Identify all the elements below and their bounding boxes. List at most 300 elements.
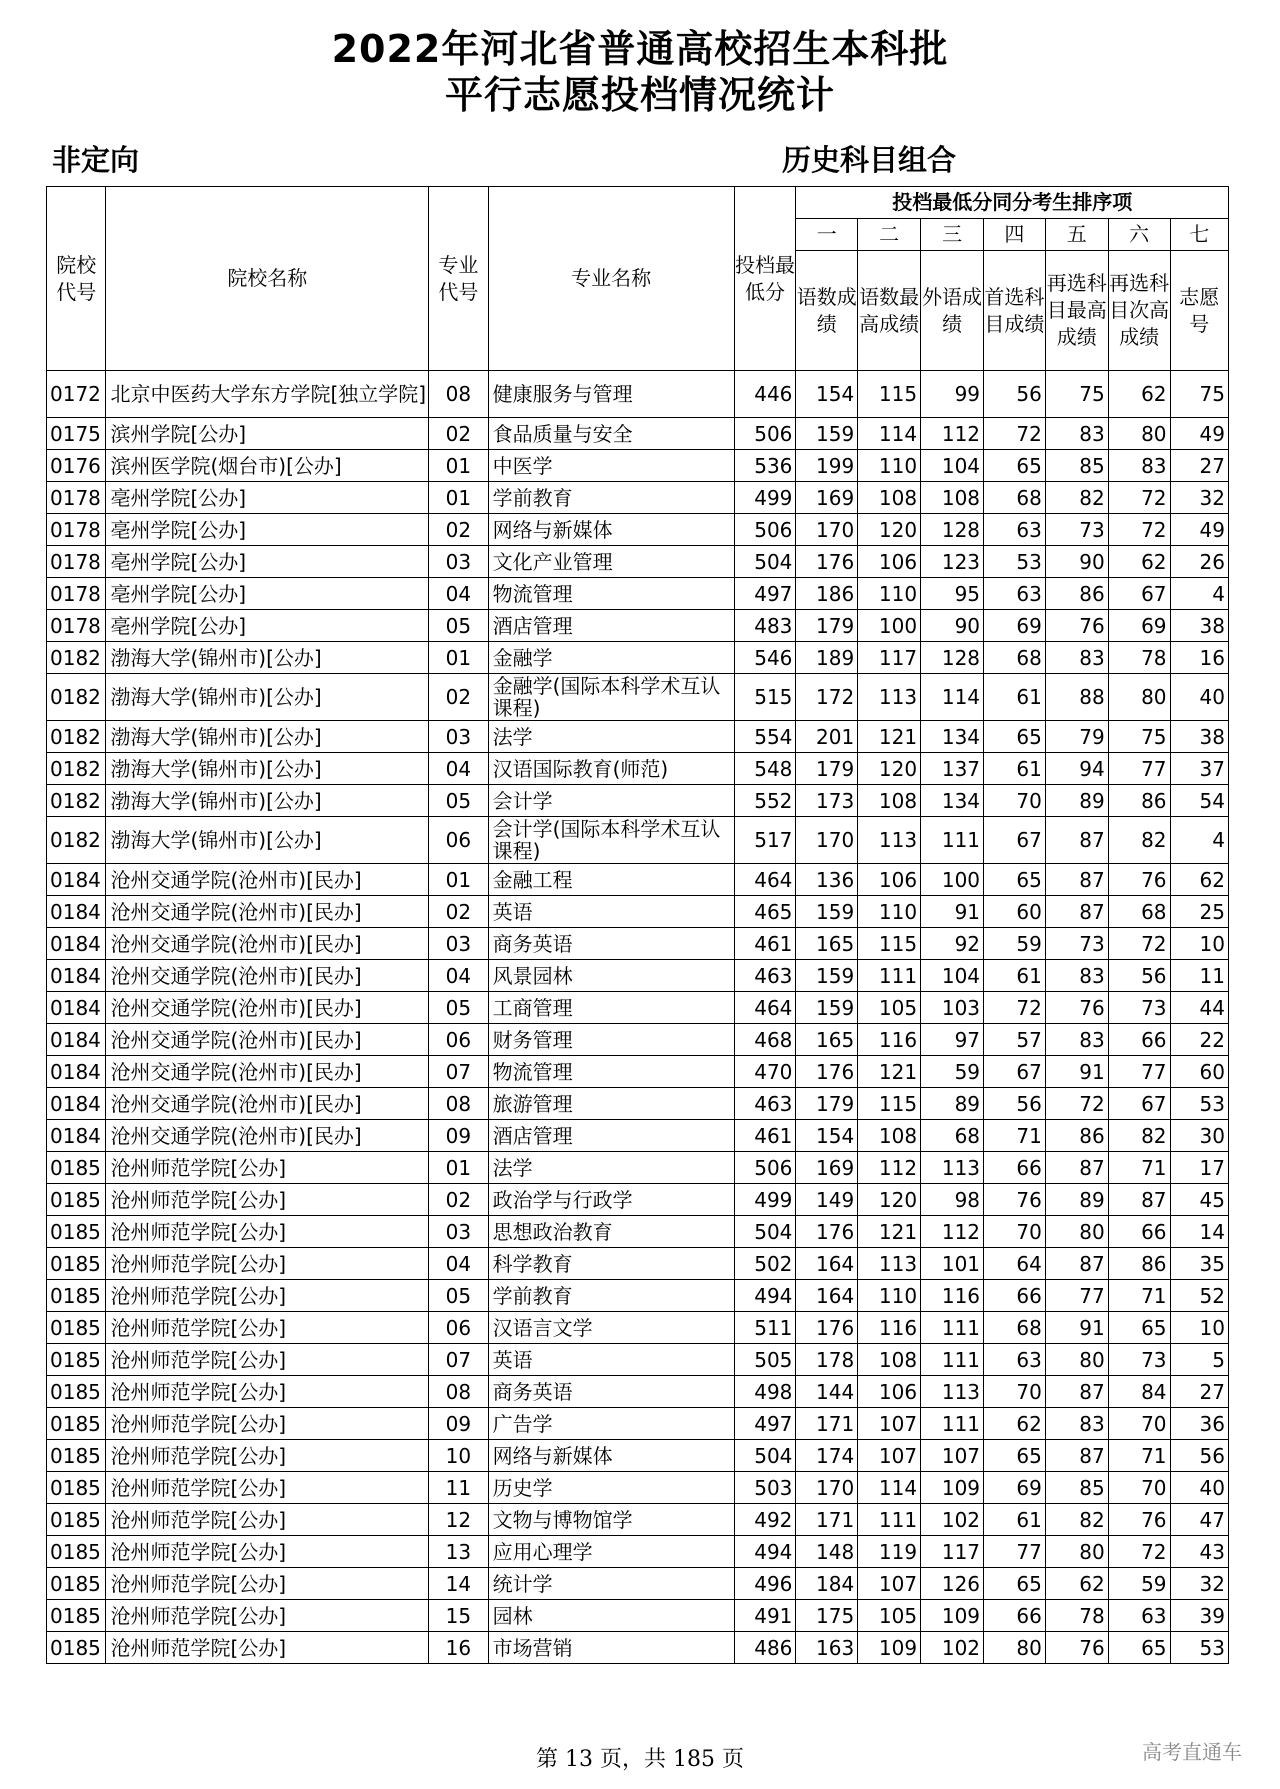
tiebreak-cell: 62: [1170, 864, 1228, 896]
school-name-cell: 沧州师范学院[公办]: [106, 1568, 429, 1600]
table-row: [47, 546, 1229, 578]
min-score-cell: 465: [734, 896, 796, 928]
tiebreak-cell: 136: [796, 864, 858, 896]
tiebreak-cell: 134: [921, 785, 984, 817]
major-code-cell: 07: [429, 1056, 488, 1088]
table-row: [47, 1632, 1229, 1664]
major-code-cell: 12: [429, 1504, 488, 1536]
major-name-cell: 物流管理: [488, 1056, 734, 1088]
tiebreak-cell: 128: [921, 642, 984, 674]
tiebreak-cell: 179: [796, 1088, 858, 1120]
tiebreak-cell: 113: [858, 674, 921, 721]
tiebreak-cell: 107: [921, 1440, 984, 1472]
major-code-cell: 01: [429, 482, 488, 514]
school-code-cell: 0182: [47, 817, 106, 864]
tiebreak-cell: 54: [1170, 785, 1228, 817]
min-score-cell: 446: [734, 371, 796, 418]
tiebreak-cell: 65: [984, 1440, 1046, 1472]
major-name-cell: 思想政治教育: [488, 1216, 734, 1248]
tiebreak-cell: 27: [1170, 1376, 1228, 1408]
tiebreak-cell: 66: [1108, 1216, 1170, 1248]
tiebreak-cell: 11: [1170, 960, 1228, 992]
school-code-cell: 0185: [47, 1632, 106, 1664]
tiebreak-cell: 101: [921, 1248, 984, 1280]
min-score-cell: 498: [734, 1376, 796, 1408]
tiebreak-cell: 40: [1170, 674, 1228, 721]
tiebreak-cell: 70: [1108, 1408, 1170, 1440]
school-code-cell: 0185: [47, 1536, 106, 1568]
major-code-cell: 04: [429, 753, 488, 785]
school-name-cell: 亳州学院[公办]: [106, 578, 429, 610]
tiebreak-cell: 121: [858, 721, 921, 753]
min-score-cell: 554: [734, 721, 796, 753]
header-item-2: 语数最高成绩: [858, 251, 921, 371]
tiebreak-cell: 66: [984, 1280, 1046, 1312]
major-name-cell: 政治学与行政学: [488, 1184, 734, 1216]
tiebreak-cell: 76: [1108, 864, 1170, 896]
table-row: [47, 450, 1229, 482]
tiebreak-cell: 111: [921, 1408, 984, 1440]
tiebreak-cell: 87: [1045, 896, 1108, 928]
tiebreak-cell: 66: [984, 1152, 1046, 1184]
table-row: [47, 785, 1229, 817]
school-name-cell: 沧州师范学院[公办]: [106, 1376, 429, 1408]
school-name-cell: 沧州交通学院(沧州市)[民办]: [106, 992, 429, 1024]
tiebreak-cell: 65: [1108, 1312, 1170, 1344]
tiebreak-cell: 62: [1045, 1568, 1108, 1600]
table-row: [47, 482, 1229, 514]
major-code-cell: 04: [429, 1248, 488, 1280]
tiebreak-cell: 76: [1045, 992, 1108, 1024]
table-row: [47, 1184, 1229, 1216]
header-order-7: 七: [1170, 219, 1228, 251]
school-name-cell: 亳州学院[公办]: [106, 482, 429, 514]
tiebreak-cell: 159: [796, 992, 858, 1024]
tiebreak-cell: 87: [1108, 1184, 1170, 1216]
tiebreak-cell: 105: [858, 992, 921, 1024]
tiebreak-cell: 36: [1170, 1408, 1228, 1440]
tiebreak-cell: 103: [921, 992, 984, 1024]
tiebreak-cell: 65: [1108, 1632, 1170, 1664]
tiebreak-cell: 56: [1170, 1440, 1228, 1472]
tiebreak-cell: 25: [1170, 896, 1228, 928]
tiebreak-cell: 107: [858, 1568, 921, 1600]
tiebreak-cell: 179: [796, 753, 858, 785]
major-code-cell: 05: [429, 610, 488, 642]
major-code-cell: 13: [429, 1536, 488, 1568]
tiebreak-cell: 57: [984, 1024, 1046, 1056]
table-row: [47, 1504, 1229, 1536]
min-score-cell: 536: [734, 450, 796, 482]
table-row: [47, 610, 1229, 642]
major-name-cell: 广告学: [488, 1408, 734, 1440]
school-code-cell: 0182: [47, 721, 106, 753]
tiebreak-cell: 165: [796, 928, 858, 960]
school-code-cell: 0182: [47, 674, 106, 721]
tiebreak-cell: 109: [921, 1472, 984, 1504]
table-row: [47, 1568, 1229, 1600]
tiebreak-cell: 201: [796, 721, 858, 753]
tiebreak-cell: 144: [796, 1376, 858, 1408]
school-code-cell: 0172: [47, 371, 106, 418]
tiebreak-cell: 68: [984, 482, 1046, 514]
min-score-cell: 468: [734, 1024, 796, 1056]
tiebreak-cell: 82: [1108, 817, 1170, 864]
major-code-cell: 03: [429, 721, 488, 753]
major-code-cell: 14: [429, 1568, 488, 1600]
header-major-name: 专业名称: [488, 187, 734, 371]
school-code-cell: 0185: [47, 1184, 106, 1216]
tiebreak-cell: 71: [1108, 1440, 1170, 1472]
school-code-cell: 0178: [47, 546, 106, 578]
tiebreak-cell: 172: [796, 674, 858, 721]
tiebreak-cell: 83: [1045, 642, 1108, 674]
major-name-cell: 文化产业管理: [488, 546, 734, 578]
table-row: [47, 642, 1229, 674]
tiebreak-cell: 67: [1108, 578, 1170, 610]
major-name-cell: 金融学(国际本科学术互认课程): [488, 674, 734, 721]
tiebreak-cell: 87: [1045, 1440, 1108, 1472]
table-row: [47, 928, 1229, 960]
tiebreak-cell: 37: [1170, 753, 1228, 785]
page-title: 2022年河北省普通高校招生本科批: [331, 27, 949, 71]
major-code-cell: 03: [429, 928, 488, 960]
min-score-cell: 548: [734, 753, 796, 785]
tiebreak-cell: 14: [1170, 1216, 1228, 1248]
school-name-cell: 沧州师范学院[公办]: [106, 1248, 429, 1280]
table-row: [47, 1376, 1229, 1408]
tiebreak-cell: 108: [858, 482, 921, 514]
major-code-cell: 16: [429, 1632, 488, 1664]
min-score-cell: 504: [734, 1440, 796, 1472]
tiebreak-cell: 73: [1045, 514, 1108, 546]
major-code-cell: 01: [429, 864, 488, 896]
table-row: [47, 864, 1229, 896]
tiebreak-cell: 80: [1045, 1344, 1108, 1376]
table-row: [47, 753, 1229, 785]
min-score-cell: 494: [734, 1536, 796, 1568]
tiebreak-cell: 114: [858, 418, 921, 450]
major-code-cell: 01: [429, 450, 488, 482]
tiebreak-cell: 176: [796, 1312, 858, 1344]
tiebreak-cell: 170: [796, 514, 858, 546]
tiebreak-cell: 67: [1108, 1088, 1170, 1120]
tiebreak-cell: 67: [984, 1056, 1046, 1088]
tiebreak-cell: 169: [796, 482, 858, 514]
tiebreak-cell: 121: [858, 1216, 921, 1248]
tiebreak-cell: 115: [858, 1088, 921, 1120]
school-code-cell: 0185: [47, 1312, 106, 1344]
min-score-cell: 502: [734, 1248, 796, 1280]
tiebreak-cell: 38: [1170, 721, 1228, 753]
table-row: [47, 992, 1229, 1024]
tiebreak-cell: 72: [984, 992, 1046, 1024]
tiebreak-cell: 99: [921, 371, 984, 418]
tiebreak-cell: 61: [984, 753, 1046, 785]
tiebreak-cell: 109: [921, 1600, 984, 1632]
min-score-cell: 511: [734, 1312, 796, 1344]
tiebreak-cell: 87: [1045, 817, 1108, 864]
tiebreak-cell: 184: [796, 1568, 858, 1600]
tiebreak-cell: 112: [921, 418, 984, 450]
major-code-cell: 09: [429, 1408, 488, 1440]
tiebreak-cell: 137: [921, 753, 984, 785]
tiebreak-cell: 27: [1170, 450, 1228, 482]
major-name-cell: 学前教育: [488, 1280, 734, 1312]
tiebreak-cell: 26: [1170, 546, 1228, 578]
major-name-cell: 物流管理: [488, 578, 734, 610]
school-code-cell: 0185: [47, 1280, 106, 1312]
tiebreak-cell: 154: [796, 371, 858, 418]
school-code-cell: 0184: [47, 928, 106, 960]
tiebreak-cell: 95: [921, 578, 984, 610]
major-name-cell: 酒店管理: [488, 610, 734, 642]
tiebreak-cell: 89: [1045, 785, 1108, 817]
tiebreak-cell: 65: [984, 864, 1046, 896]
table-row: [47, 896, 1229, 928]
header-item-1: 语数成绩: [796, 251, 858, 371]
tiebreak-cell: 90: [1045, 546, 1108, 578]
min-score-cell: 486: [734, 1632, 796, 1664]
tiebreak-cell: 106: [858, 864, 921, 896]
tiebreak-cell: 148: [796, 1536, 858, 1568]
page-footer: 第 13 页，共 185 页: [536, 1747, 744, 1772]
tiebreak-cell: 176: [796, 1216, 858, 1248]
tiebreak-cell: 116: [921, 1280, 984, 1312]
major-code-cell: 05: [429, 785, 488, 817]
tiebreak-cell: 68: [1108, 896, 1170, 928]
min-score-cell: 504: [734, 1216, 796, 1248]
tiebreak-cell: 65: [984, 1568, 1046, 1600]
major-code-cell: 06: [429, 1024, 488, 1056]
tiebreak-cell: 63: [984, 514, 1046, 546]
school-name-cell: 亳州学院[公办]: [106, 546, 429, 578]
tiebreak-cell: 86: [1045, 1120, 1108, 1152]
tiebreak-cell: 120: [858, 1184, 921, 1216]
table-row: [47, 514, 1229, 546]
tiebreak-cell: 5: [1170, 1344, 1228, 1376]
major-code-cell: 01: [429, 1152, 488, 1184]
tiebreak-cell: 63: [1108, 1600, 1170, 1632]
school-name-cell: 渤海大学(锦州市)[公办]: [106, 721, 429, 753]
tiebreak-cell: 159: [796, 418, 858, 450]
tiebreak-cell: 112: [858, 1152, 921, 1184]
min-score-cell: 464: [734, 864, 796, 896]
tiebreak-cell: 76: [1108, 1504, 1170, 1536]
tiebreak-cell: 86: [1045, 578, 1108, 610]
tiebreak-cell: 61: [984, 674, 1046, 721]
table-row: [47, 1120, 1229, 1152]
header-order-4: 四: [984, 219, 1046, 251]
min-score-cell: 497: [734, 578, 796, 610]
tiebreak-cell: 164: [796, 1248, 858, 1280]
tiebreak-cell: 119: [858, 1536, 921, 1568]
tiebreak-cell: 59: [984, 928, 1046, 960]
school-name-cell: 渤海大学(锦州市)[公办]: [106, 817, 429, 864]
tiebreak-cell: 77: [1045, 1280, 1108, 1312]
tiebreak-cell: 106: [858, 1376, 921, 1408]
major-name-cell: 风景园林: [488, 960, 734, 992]
tiebreak-cell: 108: [921, 482, 984, 514]
school-code-cell: 0185: [47, 1376, 106, 1408]
header-item-4: 首选科目成绩: [984, 251, 1046, 371]
school-code-cell: 0178: [47, 514, 106, 546]
major-code-cell: 06: [429, 817, 488, 864]
school-code-cell: 0182: [47, 753, 106, 785]
school-name-cell: 沧州师范学院[公办]: [106, 1600, 429, 1632]
tiebreak-cell: 174: [796, 1440, 858, 1472]
major-name-cell: 工商管理: [488, 992, 734, 1024]
table-row: [47, 1280, 1229, 1312]
major-name-cell: 商务英语: [488, 1376, 734, 1408]
header-school-name: 院校名称: [106, 187, 429, 371]
major-name-cell: 网络与新媒体: [488, 514, 734, 546]
tiebreak-cell: 86: [1108, 1248, 1170, 1280]
school-code-cell: 0178: [47, 578, 106, 610]
tiebreak-cell: 87: [1045, 1152, 1108, 1184]
tiebreak-cell: 85: [1045, 450, 1108, 482]
tiebreak-cell: 76: [1045, 610, 1108, 642]
major-name-cell: 网络与新媒体: [488, 1440, 734, 1472]
tiebreak-cell: 4: [1170, 817, 1228, 864]
tiebreak-cell: 53: [984, 546, 1046, 578]
tiebreak-cell: 78: [1108, 642, 1170, 674]
tiebreak-cell: 106: [858, 546, 921, 578]
tiebreak-cell: 32: [1170, 482, 1228, 514]
page-subtitle: 平行志愿投档情况统计: [444, 73, 835, 117]
major-name-cell: 会计学: [488, 785, 734, 817]
major-code-cell: 03: [429, 546, 488, 578]
tiebreak-cell: 16: [1170, 642, 1228, 674]
major-name-cell: 食品质量与安全: [488, 418, 734, 450]
tiebreak-cell: 72: [1045, 1088, 1108, 1120]
school-name-cell: 沧州师范学院[公办]: [106, 1344, 429, 1376]
tiebreak-cell: 77: [984, 1536, 1046, 1568]
major-code-cell: 04: [429, 578, 488, 610]
school-name-cell: 沧州交通学院(沧州市)[民办]: [106, 1056, 429, 1088]
major-name-cell: 应用心理学: [488, 1536, 734, 1568]
tiebreak-cell: 179: [796, 610, 858, 642]
tiebreak-cell: 10: [1170, 928, 1228, 960]
school-code-cell: 0184: [47, 896, 106, 928]
tiebreak-cell: 85: [1045, 1472, 1108, 1504]
tiebreak-cell: 80: [1108, 418, 1170, 450]
major-name-cell: 学前教育: [488, 482, 734, 514]
tiebreak-cell: 82: [1045, 1504, 1108, 1536]
tiebreak-cell: 111: [858, 1504, 921, 1536]
major-name-cell: 酒店管理: [488, 1120, 734, 1152]
major-name-cell: 商务英语: [488, 928, 734, 960]
header-item-5: 再选科目最高成绩: [1045, 251, 1108, 371]
tiebreak-cell: 35: [1170, 1248, 1228, 1280]
table-row: [47, 1600, 1229, 1632]
tiebreak-cell: 88: [1045, 674, 1108, 721]
tiebreak-cell: 107: [858, 1408, 921, 1440]
school-name-cell: 沧州师范学院[公办]: [106, 1184, 429, 1216]
school-name-cell: 渤海大学(锦州市)[公办]: [106, 785, 429, 817]
major-name-cell: 法学: [488, 721, 734, 753]
tiebreak-cell: 89: [921, 1088, 984, 1120]
tiebreak-cell: 171: [796, 1408, 858, 1440]
tiebreak-cell: 62: [984, 1408, 1046, 1440]
tiebreak-cell: 171: [796, 1504, 858, 1536]
tiebreak-cell: 111: [921, 1312, 984, 1344]
school-name-cell: 北京中医药大学东方学院[独立学院]: [106, 371, 429, 418]
subject-group-label: 历史科目组合: [782, 143, 957, 177]
major-code-cell: 01: [429, 642, 488, 674]
min-score-cell: 496: [734, 1568, 796, 1600]
school-code-cell: 0184: [47, 960, 106, 992]
table-row: [47, 721, 1229, 753]
tiebreak-cell: 56: [984, 371, 1046, 418]
min-score-cell: 517: [734, 817, 796, 864]
tiebreak-cell: 82: [1045, 482, 1108, 514]
tiebreak-cell: 163: [796, 1632, 858, 1664]
school-code-cell: 0182: [47, 785, 106, 817]
school-name-cell: 沧州师范学院[公办]: [106, 1312, 429, 1344]
school-name-cell: 滨州学院[公办]: [106, 418, 429, 450]
tiebreak-cell: 116: [858, 1312, 921, 1344]
school-name-cell: 沧州交通学院(沧州市)[民办]: [106, 864, 429, 896]
table-row: [47, 1216, 1229, 1248]
min-score-cell: 497: [734, 1408, 796, 1440]
tiebreak-cell: 169: [796, 1152, 858, 1184]
tiebreak-cell: 76: [1045, 1632, 1108, 1664]
tiebreak-cell: 91: [921, 896, 984, 928]
tiebreak-cell: 110: [858, 896, 921, 928]
min-score-cell: 552: [734, 785, 796, 817]
major-name-cell: 汉语言文学: [488, 1312, 734, 1344]
major-name-cell: 金融学: [488, 642, 734, 674]
tiebreak-cell: 199: [796, 450, 858, 482]
tiebreak-cell: 115: [858, 928, 921, 960]
school-code-cell: 0185: [47, 1504, 106, 1536]
tiebreak-cell: 170: [796, 1472, 858, 1504]
tiebreak-cell: 87: [1045, 1376, 1108, 1408]
major-name-cell: 汉语国际教育(师范): [488, 753, 734, 785]
tiebreak-cell: 104: [921, 960, 984, 992]
tiebreak-cell: 91: [1045, 1056, 1108, 1088]
table-row: [47, 1536, 1229, 1568]
school-name-cell: 沧州交通学院(沧州市)[民办]: [106, 896, 429, 928]
min-score-cell: 470: [734, 1056, 796, 1088]
tiebreak-cell: 121: [858, 1056, 921, 1088]
min-score-cell: 491: [734, 1600, 796, 1632]
min-score-cell: 463: [734, 1088, 796, 1120]
major-code-cell: 05: [429, 992, 488, 1024]
school-name-cell: 沧州师范学院[公办]: [106, 1536, 429, 1568]
school-code-cell: 0185: [47, 1408, 106, 1440]
major-code-cell: 02: [429, 896, 488, 928]
tiebreak-cell: 39: [1170, 1600, 1228, 1632]
tiebreak-cell: 44: [1170, 992, 1228, 1024]
tiebreak-cell: 117: [921, 1536, 984, 1568]
school-name-cell: 沧州交通学院(沧州市)[民办]: [106, 1024, 429, 1056]
school-name-cell: 沧州师范学院[公办]: [106, 1632, 429, 1664]
tiebreak-cell: 113: [921, 1376, 984, 1408]
tiebreak-cell: 89: [1045, 1184, 1108, 1216]
table-row: [47, 817, 1229, 864]
tiebreak-cell: 83: [1045, 960, 1108, 992]
tiebreak-cell: 176: [796, 546, 858, 578]
school-code-cell: 0178: [47, 610, 106, 642]
school-code-cell: 0175: [47, 418, 106, 450]
table-row: [47, 371, 1229, 418]
major-code-cell: 10: [429, 1440, 488, 1472]
tiebreak-cell: 176: [796, 1056, 858, 1088]
tiebreak-cell: 80: [1108, 674, 1170, 721]
table-row: [47, 1024, 1229, 1056]
